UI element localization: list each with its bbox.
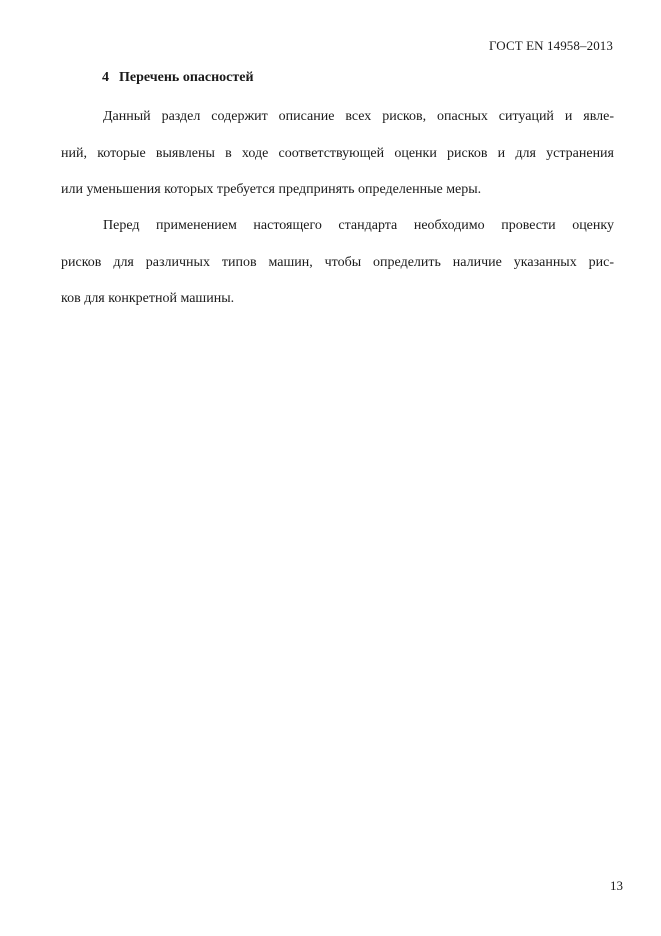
paragraph-line: или уменьшения которых требуется предпринять определенные меры. <box>61 182 482 197</box>
paragraph-line: ков для конкретной машины. <box>61 291 235 306</box>
section-heading <box>102 70 254 86</box>
section-number: 4 <box>102 70 109 85</box>
paragraph-line: Перед применением настоящего стандарта необходимо провести оценку <box>103 218 614 233</box>
document-code-header: ГОСТ EN 14958–2013 <box>489 38 613 53</box>
paragraph-line: рисков для различных типов машин, чтобы определить наличие указанных рис- <box>61 254 614 270</box>
section-title: Перечень опасностей <box>119 70 254 85</box>
paragraph-2 <box>61 208 614 318</box>
paragraph-1 <box>61 99 614 209</box>
page-number: 13 <box>610 878 623 893</box>
paragraph-line: ний, которые выявлены в ходе соответствующей оценки рисков и для устранения <box>61 145 614 161</box>
paragraph-line: Данный раздел содержит описание всех рисков, опасных ситуаций и явле- <box>103 109 614 124</box>
